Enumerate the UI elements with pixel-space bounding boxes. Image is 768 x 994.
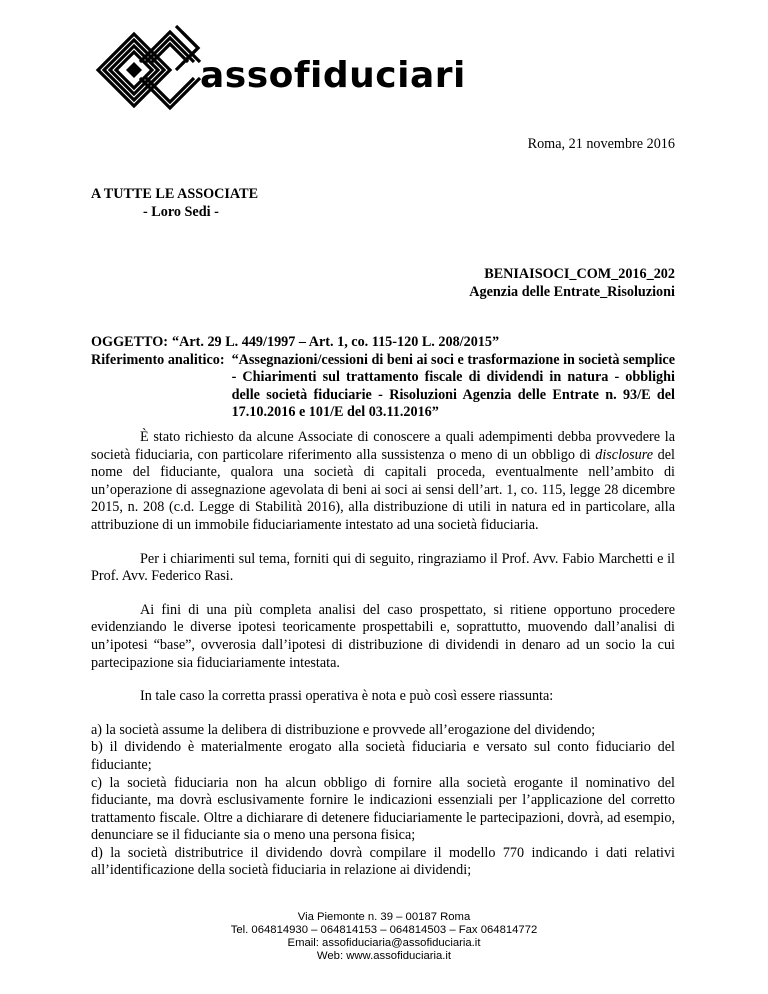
paragraph-1-text-b: del nome del fiduciante, qualora una società di capitali proceda, eventualmente nell’ambito di un’operazione di assegnazione agevolata di beni ai soci ai sensi dell’art. 1, co. 115, legge 28 dicembre 2015, n. 208 (c.d. Legge di Stabilità 2016), alla distribuzione di utili in natura ed in particolare, alla attribuzione di un immobile fiduciariamente intestato ad una società fiduciaria. <box>91 446 675 533</box>
subject-label: OGGETTO: <box>91 334 168 350</box>
letter-body <box>91 429 675 880</box>
paragraph-3: Ai fini di una più completa analisi del caso prospettato, si ritiene opportuno procedere evidenziando le diverse ipotesi teoricamente prospettabili e, soprattutto, muovendo dall’analisi di un’ipotesi “base”, ovverosia dall’ipotesi di distribuzione di dividendi in denaro ad un socio la cui partecipazione sia fiduciariamente intestata. <box>91 601 675 671</box>
reference-analytic-row <box>91 352 675 422</box>
paragraph-2: Per i chiarimenti sul tema, forniti qui di seguito, ringraziamo il Prof. Avv. Fabio Marchetti e il Prof. Avv. Federico Rasi. <box>91 550 675 585</box>
place-date: Roma, 21 novembre 2016 <box>527 136 675 152</box>
paragraph-1-emphasis: disclosure <box>595 446 654 463</box>
footer-email: Email: assofiduciaria@assofiduciaria.it <box>287 937 481 949</box>
list-item: d) la società distributrice il dividendo dovrà compilare il modello 770 indicando i dati relativi all’identificazione della società fiduciaria in relazione ai dividendi; <box>91 844 675 879</box>
subject-text: “Art. 29 L. 449/1997 – Art. 1, co. 115-120 L. 208/2015” <box>172 334 500 350</box>
footer-phones: Tel. 064814930 – 064814153 – 064814503 – Fax 064814772 <box>230 924 538 936</box>
reference-code: BENIAISOCI_COM_2016_202 <box>484 266 675 282</box>
reference-analytic-text: “Assegnazioni/cessioni di beni ai soci e trasformazione in società semplice - Chiarimenti sul trattamento fiscale di dividendi in natura - obblighi delle società fiduciarie - Risoluzioni Agenzia delle Entrate n. 93/E del 17.10.2016 e 101/E del 03.11.2016” <box>231 351 675 421</box>
paragraph-4: In tale caso la corretta prassi operativa è nota e può così essere riassunta: <box>140 688 554 705</box>
logo-mark-icon <box>94 22 464 114</box>
recipient-line: A TUTTE LE ASSOCIATE <box>91 186 259 202</box>
paragraph-1-text-a: È stato richiesto da alcune Associate di conoscere a quali adempimenti debba provvedere la società fiduciaria, con particolare riferimento alla sussistenza o meno di un obbligo di <box>91 429 675 463</box>
steps-list <box>91 722 675 880</box>
paragraph-1 <box>91 429 675 535</box>
reference-source: Agenzia delle Entrate_Risoluzioni <box>469 284 675 300</box>
list-item: b) il dividendo è materialmente erogato alla società fiduciaria e versato sul conto fiduciario del fiduciante; <box>91 739 675 773</box>
list-item: c) la società fiduciaria non ha alcun obbligo di fornire alla società erogante il nominativo del fiduciante, ma dovrà esclusivamente fornire le indicazioni essenziali per l’applicazione del corretto trattamento fiscale. Oltre a dichiarare di detenere fiduciariamente le partecipazioni, dovrà, ad esempio, denunciare se il fiduciante sia o meno una persona fisica; <box>91 774 675 844</box>
footer-address: Via Piemonte n. 39 – 00187 Roma <box>297 911 471 923</box>
reference-analytic-label: Riferimento analitico: <box>91 351 225 368</box>
list-item: a) la società assume la delibera di distribuzione e provvede all’erogazione del dividendo; <box>91 721 596 738</box>
footer-web: Web: www.assofiduciaria.it <box>316 950 452 962</box>
subject-block <box>91 334 675 422</box>
logo-text: assofiduciaria <box>200 55 464 96</box>
assofiduciaria-logo <box>94 22 464 114</box>
recipient-sub: - Loro Sedi - <box>143 204 219 220</box>
subject-row <box>91 334 675 352</box>
